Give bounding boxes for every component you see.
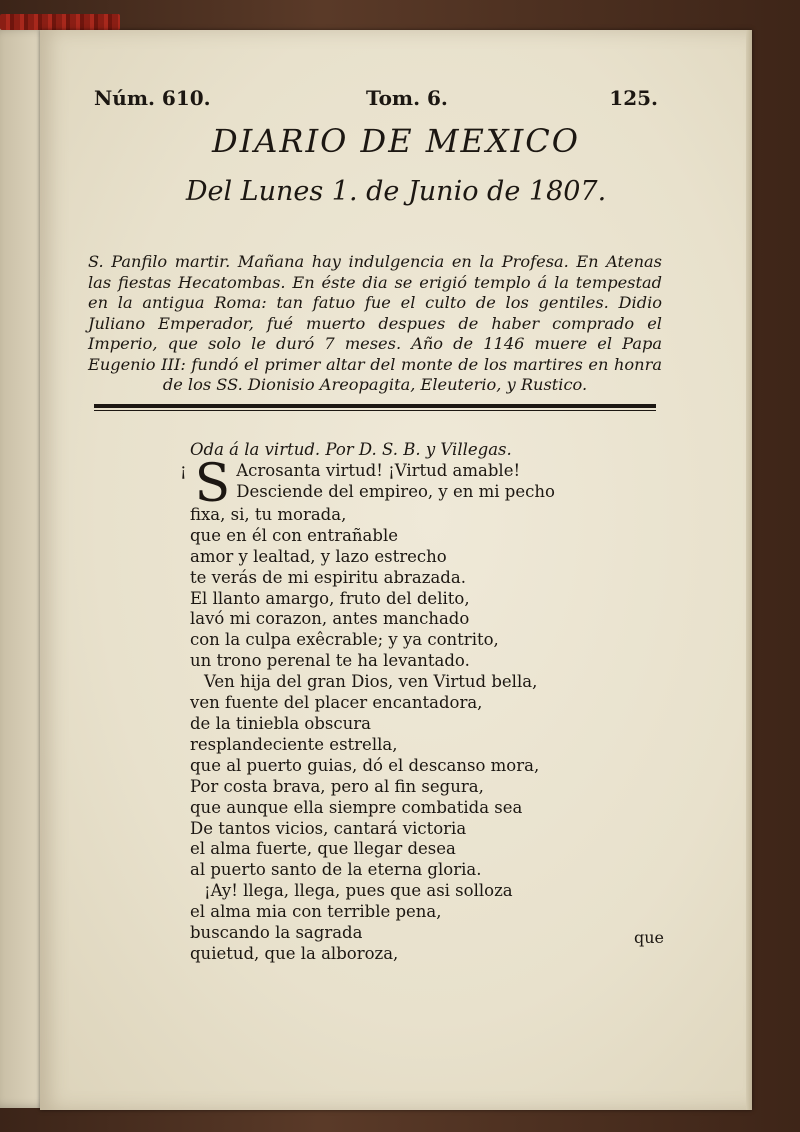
saints-notice: S. Panfilo martir. Mañana hay indulgencia en la Profesa. En Atenas las fiestas Hecatombas. En éste dia se erigió templo á la tempestad en la antigua Roma: tan fatuo fue el culto de los gentiles. Didio Juliano Emperador, fué muerto despues de haber comprado el Imperio, que solo le duró 7 meses. Año de 1146 muere el Papa Eugenio III: fundó el primer altar del monte de los martires en honra de los SS. Dionisio Areopagita, Eleuterio, y Rustico. xyxy=(88,252,662,394)
issue-number: Núm. 610. xyxy=(94,86,211,110)
poem-line-24: quietud, que la alboroza, xyxy=(190,943,399,963)
poem-line-19: el alma fuerte, que llegar desea xyxy=(190,839,456,859)
poem-line-20: al puerto santo de la eterna gloria. xyxy=(190,860,482,880)
drop-cap: S xyxy=(194,453,231,514)
poem-line-8: lavó mi corazon, antes manchado xyxy=(190,609,470,629)
section-rule xyxy=(94,404,656,408)
poem-line-4: que en él con entrañable xyxy=(190,525,398,545)
newspaper-page xyxy=(40,30,752,1110)
poem-line-1: ¡ S Acrosanta virtud! ¡Virtud amable! xyxy=(180,453,521,514)
binding-strip xyxy=(0,14,120,30)
poem-line-23: buscando la sagrada xyxy=(190,923,363,943)
dateline: Del Lunes 1. de Junio de 1807. xyxy=(185,176,607,207)
poem-line-7: El llanto amargo, fruto del delito, xyxy=(190,588,470,608)
poem-line-15: que al puerto guias, dó el descanso mora, xyxy=(190,755,540,775)
poem-title: Oda á la virtud. Por D. S. B. y Villegas. xyxy=(190,440,512,459)
poem-line-18: De tantos vicios, cantará victoria xyxy=(190,818,467,838)
poem-line-9: con la culpa exêcrable; y ya contrito, xyxy=(190,630,499,650)
poem xyxy=(180,440,660,965)
poem-line-5: amor y lealtad, y lazo estrecho xyxy=(190,546,447,566)
poem-line-10: un trono perenal te ha levantado. xyxy=(190,651,470,671)
catchword: que xyxy=(634,928,665,947)
volume-number: Tom. 6. xyxy=(366,86,448,110)
page-number: 125. xyxy=(609,86,658,110)
poem-line-2: Desciende del empireo, y en mi pecho xyxy=(236,481,555,501)
masthead-title: DIARIO DE MEXICO xyxy=(212,122,580,160)
poem-line-17: que aunque ella siempre combatida sea xyxy=(190,797,523,817)
poem-line-3: fixa, si, tu morada, xyxy=(190,504,347,524)
poem-line-13: de la tiniebla obscura xyxy=(190,713,371,733)
poem-line-21: ¡Ay! llega, llega, pues que asi solloza xyxy=(204,881,513,901)
poem-line-14: resplandeciente estrella, xyxy=(190,734,398,754)
poem-line-6: te verás de mi espiritu abrazada. xyxy=(190,567,466,587)
poem-line-11: Ven hija del gran Dios, ven Virtud bella, xyxy=(204,672,538,692)
poem-line-22: el alma mia con terrible pena, xyxy=(190,902,442,922)
opening-exclamation: ¡ xyxy=(180,460,187,480)
poem-line-12: ven fuente del placer encantadora, xyxy=(190,693,483,713)
poem-line-16: Por costa brava, pero al fin segura, xyxy=(190,776,484,796)
